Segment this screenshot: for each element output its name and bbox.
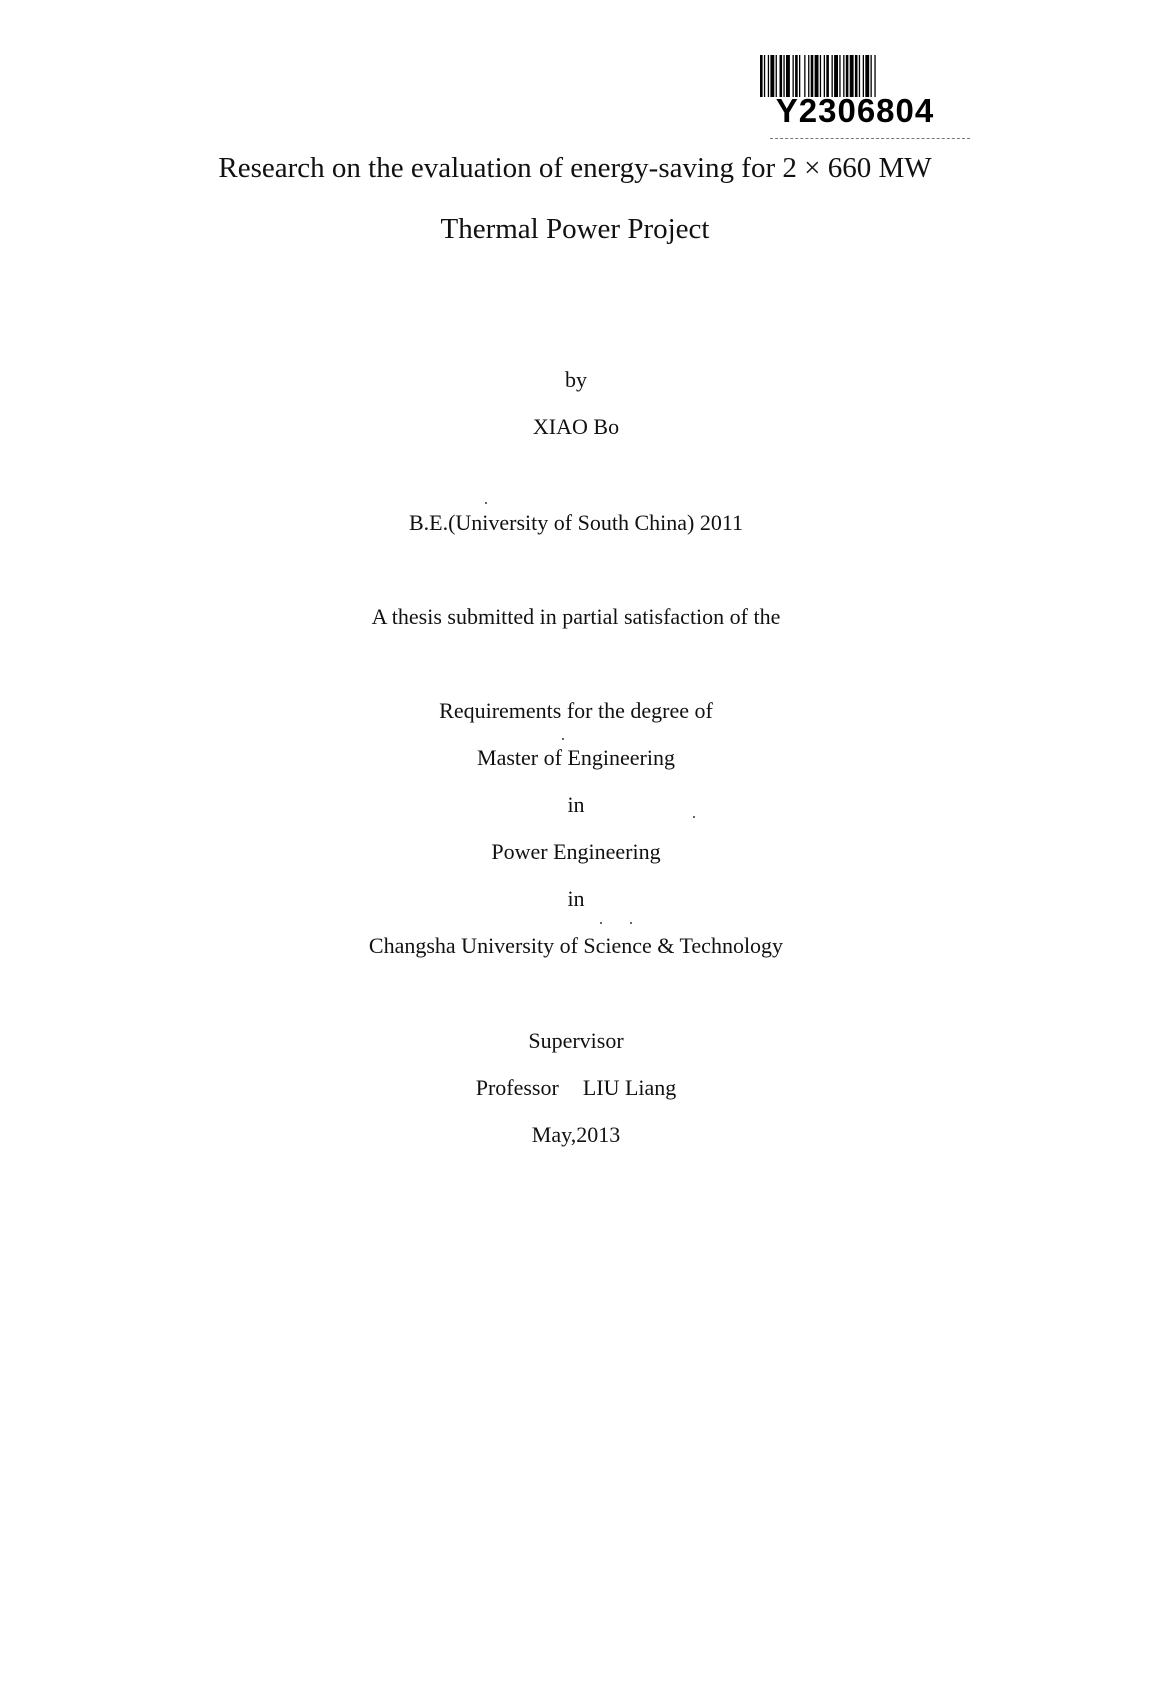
barcode-bar <box>859 55 860 97</box>
in-label-2: in <box>567 886 585 911</box>
barcode-bar <box>795 55 798 97</box>
barcode-bar <box>832 55 833 97</box>
by-label: by <box>565 367 587 392</box>
barcode-bar <box>863 55 864 97</box>
barcode-bar <box>834 55 838 97</box>
barcode-bar <box>824 55 825 97</box>
supervisor-name: LIU Liang <box>582 1075 677 1100</box>
scan-speck <box>562 738 564 740</box>
barcode-bar <box>804 55 805 97</box>
in-label-1: in <box>567 792 585 817</box>
barcode-bar <box>826 55 829 97</box>
author-name: XIAO Bo <box>532 414 620 439</box>
barcode-bar <box>846 55 849 97</box>
barcode-bar <box>776 55 777 97</box>
thesis-title-line-1: Research on the evaluation of energy-saving for 2 × 660 MW <box>218 152 932 184</box>
submission-date: May,2013 <box>531 1122 621 1147</box>
thesis-statement: A thesis submitted in partial satisfaction of the <box>371 604 781 629</box>
scan-speck <box>693 816 695 818</box>
barcode-bar <box>793 55 794 97</box>
barcode-bar <box>811 55 814 97</box>
supervisor-label: Supervisor <box>528 1028 624 1053</box>
degree-name: Master of Engineering <box>477 745 675 770</box>
barcode-bar <box>843 55 844 97</box>
barcode-bar <box>871 55 872 97</box>
barcode-number: Y2306804 <box>775 92 935 129</box>
scan-speck <box>485 502 487 504</box>
barcode-graphic <box>760 55 950 97</box>
barcode-bar <box>820 55 821 97</box>
barcode-bar <box>768 55 769 97</box>
barcode-bar <box>874 55 875 97</box>
barcode-bar <box>865 55 869 97</box>
barcode-bar <box>799 55 800 97</box>
thesis-title-line-2: Thermal Power Project <box>440 213 710 245</box>
prior-degree: B.E.(University of South China) 2011 <box>408 510 744 535</box>
barcode-underline <box>770 138 970 140</box>
scan-speck <box>630 922 632 924</box>
barcode-bar <box>839 55 840 97</box>
barcode-bar <box>760 55 763 97</box>
barcode-bar <box>764 55 765 97</box>
scan-speck <box>600 922 602 924</box>
barcode-bar <box>850 55 854 97</box>
barcode-bar <box>780 55 783 97</box>
supervisor-line <box>0 1075 1152 1101</box>
barcode-bar <box>783 55 784 97</box>
barcode-bar <box>770 55 774 97</box>
degree-requirements: Requirements for the degree of <box>439 698 713 723</box>
university-name: Changsha University of Science & Technology <box>368 933 784 958</box>
barcode-bar <box>786 55 790 97</box>
barcode-bar <box>815 55 819 97</box>
supervisor-title: Professor <box>475 1075 559 1100</box>
barcode-bar <box>855 55 858 97</box>
field-of-study: Power Engineering <box>491 839 661 864</box>
barcode-bar <box>808 55 809 97</box>
